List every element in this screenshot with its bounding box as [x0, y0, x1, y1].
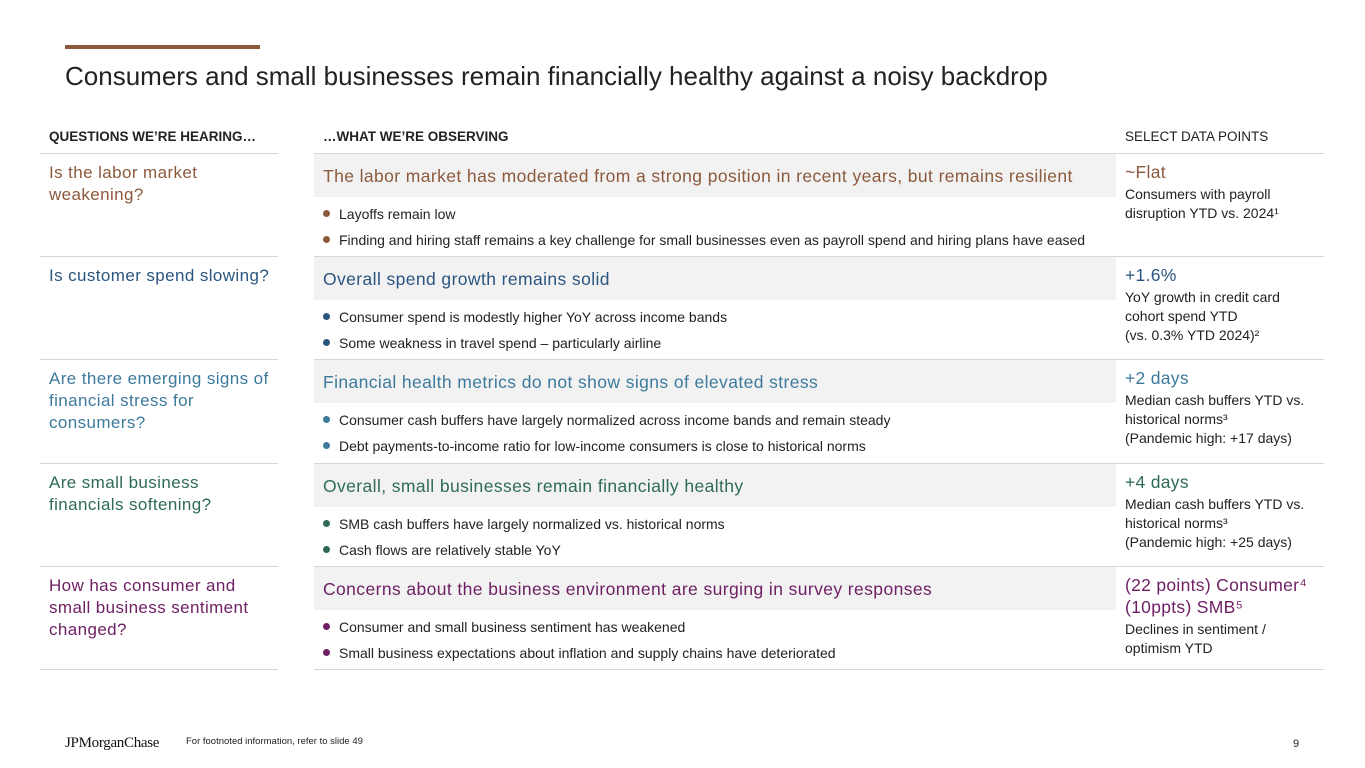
question-text: Is customer spend slowing?	[49, 266, 270, 286]
bullet-text: Layoffs remain low	[339, 206, 456, 222]
bullet-dot-icon	[323, 623, 330, 630]
observation-bullet	[323, 645, 836, 661]
data-point-description-line: Declines in sentiment /	[1125, 620, 1266, 637]
data-point-description	[1125, 391, 1325, 448]
bullet-dot-icon	[323, 210, 330, 217]
bullet-dot-icon	[323, 313, 330, 320]
data-point-description-line: historical norms³	[1125, 514, 1228, 531]
bullet-dot-icon	[323, 236, 330, 243]
bullet-text: Debt payments-to-income ratio for low-income consumers is close to historical norms	[339, 438, 866, 455]
question-text: Is the labor market weakening?	[49, 163, 198, 204]
data-point-description-line: disruption YTD vs. 2024¹	[1125, 205, 1279, 221]
title-accent-bar	[65, 45, 260, 49]
data-point-description-line: YoY growth in credit card	[1125, 289, 1280, 306]
data-point-description	[1125, 495, 1325, 552]
data-point-value	[1125, 264, 1325, 286]
row-divider	[40, 359, 278, 360]
data-point-value-line: +4 days	[1125, 471, 1189, 492]
jpmorganchase-logo: JPMorganChase	[65, 735, 160, 751]
observation-bullet	[323, 516, 725, 532]
question-text: Are small business financials softening?	[49, 472, 212, 514]
data-point-value	[1125, 367, 1325, 389]
data-point-description-line: optimism YTD	[1125, 639, 1213, 656]
questions-column-header: QUESTIONS WE’RE HEARING…	[49, 129, 257, 144]
bullet-text: Some weakness in travel spend – particularly airline	[339, 335, 662, 352]
observation-headline: The labor market has moderated from a strong position in recent years, but remains resilient	[323, 166, 1073, 186]
data-point-description-line: historical norms³	[1125, 411, 1228, 428]
data-point-value-line: (22 points) Consumer⁴	[1125, 574, 1308, 595]
data-point	[1125, 367, 1325, 448]
bullet-dot-icon	[323, 546, 330, 553]
table-bottom-divider	[314, 669, 1324, 670]
data-point	[1125, 264, 1325, 345]
data-point-value-line: (10ppts) SMB⁵	[1125, 596, 1244, 617]
observation-bullet	[323, 232, 1085, 248]
bullet-dot-icon	[323, 416, 330, 423]
table-bottom-divider	[40, 669, 278, 670]
data-point-description	[1125, 288, 1325, 345]
bullet-text: Small business expectations about inflation and supply chains have deteriorated	[339, 644, 836, 661]
observation-bullet	[323, 438, 866, 454]
bullet-dot-icon	[323, 649, 330, 656]
observation-bullet	[323, 335, 661, 351]
bullet-text: Finding and hiring staff remains a key challenge for small businesses even as payroll spend and hiring plans have eased	[339, 232, 1086, 248]
data-point-value-line: ~Flat	[1125, 162, 1166, 182]
topic-row	[0, 566, 1365, 669]
data-point-value-line: +1.6%	[1125, 265, 1177, 286]
bullet-dot-icon	[323, 520, 330, 527]
bullet-dot-icon	[323, 442, 330, 449]
question-text: How has consumer and small business sentiment changed?	[49, 575, 249, 639]
observation-bullet	[323, 619, 685, 635]
question-text: Are there emerging signs of financial stress for consumers?	[49, 369, 269, 433]
data-point-value	[1125, 574, 1325, 618]
topic-row	[0, 256, 1365, 359]
bullet-dot-icon	[323, 339, 330, 346]
data-point-value	[1125, 471, 1325, 493]
data-point-description	[1125, 620, 1325, 658]
row-divider	[40, 463, 278, 464]
slide-title: Consumers and small businesses remain financially healthy against a noisy backdrop	[65, 61, 1048, 91]
data-point	[1125, 574, 1325, 658]
observation-headline: Overall, small businesses remain financially healthy	[323, 475, 744, 496]
observation-headline: Overall spend growth remains solid	[323, 269, 610, 290]
page-number: 9	[1293, 738, 1300, 750]
observation-bullet	[323, 542, 561, 558]
observation-bullet	[323, 206, 455, 222]
footnote-reference: For footnoted information, refer to slide 49	[186, 736, 363, 747]
data-point	[1125, 161, 1325, 223]
data-point	[1125, 471, 1325, 552]
bullet-text: Consumer cash buffers have largely normalized across income bands and remain steady	[339, 412, 891, 429]
row-divider	[40, 566, 278, 567]
data-point-value	[1125, 161, 1325, 183]
bullet-text: SMB cash buffers have largely normalized vs. historical norms	[339, 515, 725, 532]
data-point-description-line: (Pandemic high: +17 days)	[1125, 430, 1292, 447]
data-point-description-line: cohort spend YTD	[1125, 308, 1238, 325]
data-point-description-line: (Pandemic high: +25 days)	[1125, 533, 1292, 550]
data-point-description	[1125, 185, 1325, 223]
bullet-text: Consumer spend is modestly higher YoY across income bands	[339, 309, 728, 326]
observation-headline: Concerns about the business environment are surging in survey responses	[323, 578, 933, 599]
data-point-description-line: Median cash buffers YTD vs.	[1125, 392, 1305, 409]
data-point-value-line: +2 days	[1125, 368, 1189, 389]
observing-column-header: …WHAT WE’RE OBSERVING	[323, 129, 509, 144]
row-divider	[40, 153, 278, 154]
observation-headline: Financial health metrics do not show signs of elevated stress	[323, 372, 819, 393]
data-points-column-header: SELECT DATA POINTS	[1125, 129, 1269, 144]
row-divider	[40, 256, 278, 257]
data-point-description-line: (vs. 0.3% YTD 2024)²	[1125, 327, 1260, 344]
observation-bullet	[323, 412, 890, 428]
data-point-description-line: Median cash buffers YTD vs.	[1125, 495, 1305, 512]
bullet-text: Cash flows are relatively stable YoY	[339, 541, 561, 558]
data-point-description-line: Consumers with payroll	[1125, 186, 1271, 202]
topic-row	[0, 463, 1365, 566]
observation-bullet	[323, 309, 727, 325]
topic-row	[0, 153, 1365, 256]
topic-row	[0, 359, 1365, 462]
bullet-text: Consumer and small business sentiment has weakened	[339, 618, 686, 635]
